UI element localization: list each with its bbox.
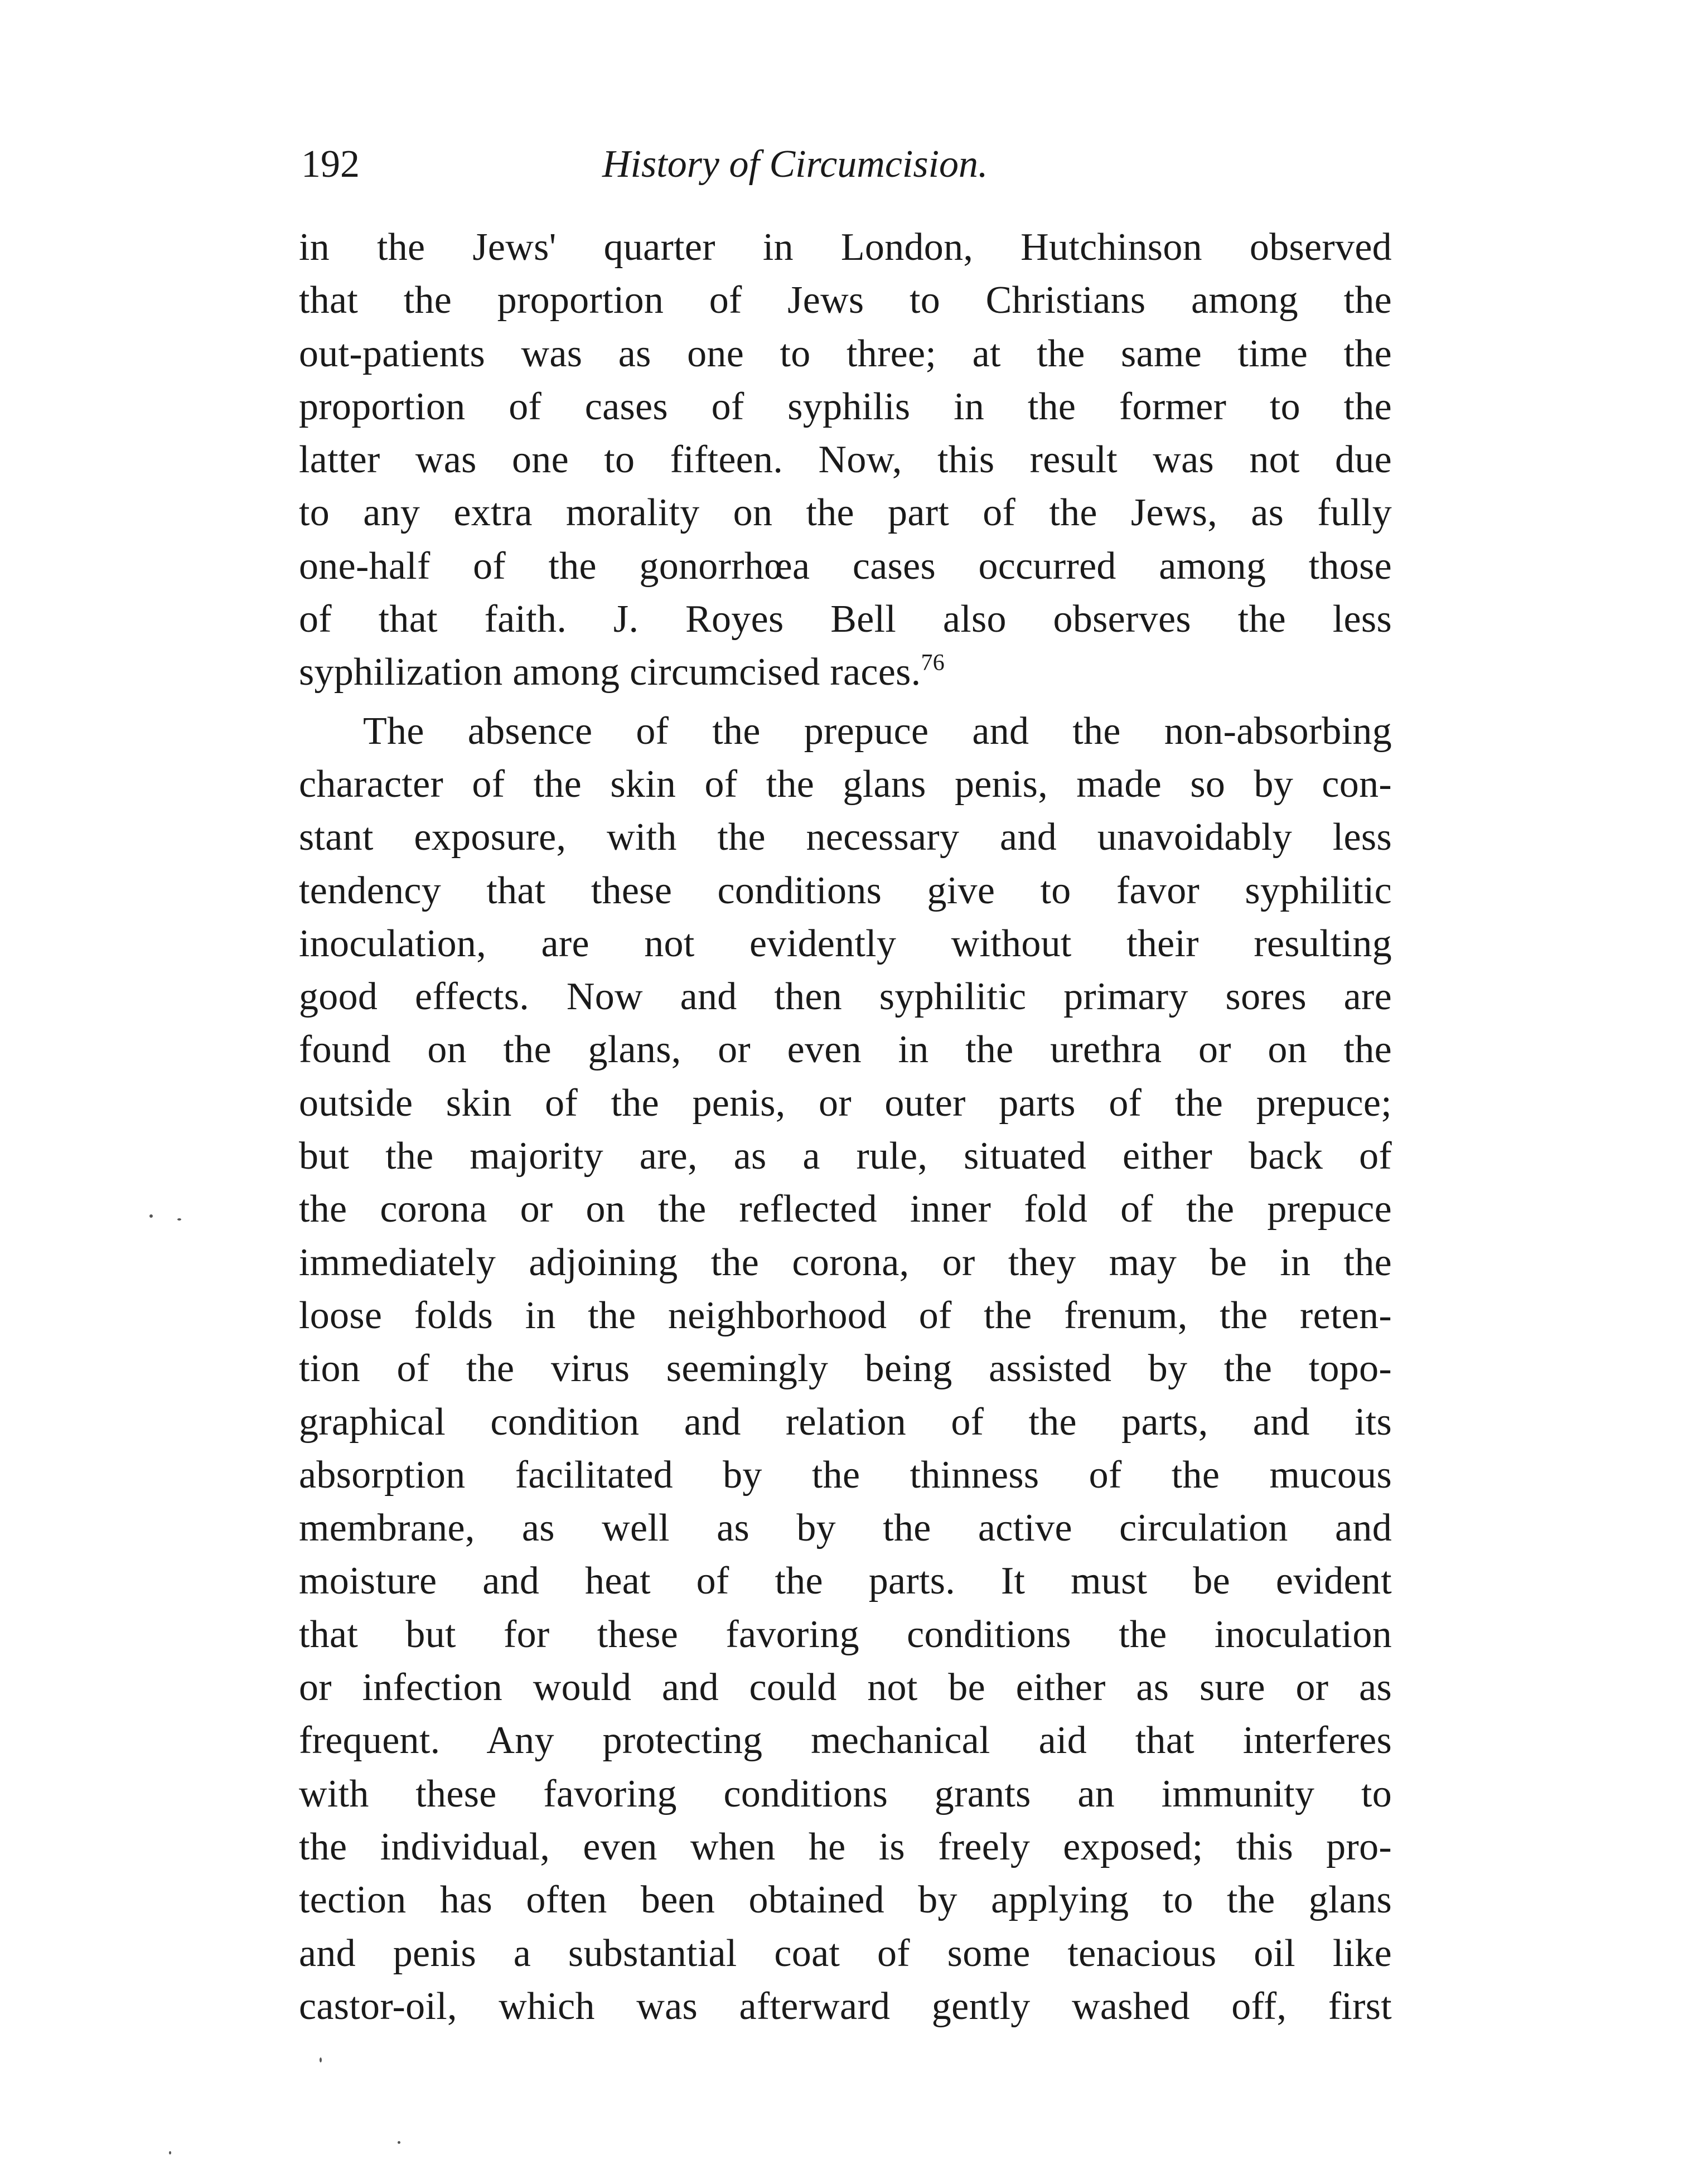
text-line: latter was one to fifteen. Now, this result was not due	[299, 438, 1392, 482]
page-header	[301, 134, 1394, 195]
text-line: stant exposure, with the necessary and unavoidably less	[299, 816, 1392, 859]
paragraph-1	[299, 221, 1392, 699]
text-line: immediately adjoining the corona, or they may be in the	[299, 1241, 1392, 1284]
text-line: in the Jews' quarter in London, Hutchinson observed	[299, 226, 1392, 269]
text-line: of that faith. J. Royes Bell also observes the less	[299, 598, 1392, 641]
footnote-reference: 76	[921, 650, 945, 676]
text-line: out-patients was as one to three; at the same time the	[299, 332, 1392, 375]
text-line: moisture and heat of the parts. It must be evident	[299, 1560, 1392, 1603]
text-line: The absence of the prepuce and the non-absorbing	[363, 709, 1392, 753]
text-line: graphical condition and relation of the parts, and its	[299, 1400, 1392, 1444]
text-line: tendency that these conditions give to favor syphilitic	[299, 869, 1392, 912]
text-line: good effects. Now and then syphilitic primary sores are	[299, 975, 1392, 1019]
text-line: inoculation, are not evidently without their resulting	[299, 922, 1392, 965]
text-line: membrane, as well as by the active circulation and	[299, 1507, 1392, 1550]
text-line: tection has often been obtained by applying to the glans	[299, 1878, 1392, 1922]
text-line: that but for these favoring conditions the inoculation	[299, 1612, 1392, 1656]
text-line: and penis a substantial coat of some tenacious oil like	[299, 1931, 1392, 1975]
scan-speck	[398, 2141, 400, 2144]
text-line: absorption facilitated by the thinness of the mucous	[299, 1453, 1392, 1497]
scan-speck	[169, 2151, 171, 2154]
text-line: the corona or on the reflected inner fold of the prepuce	[299, 1188, 1392, 1231]
text-line: proportion of cases of syphilis in the former to the	[299, 385, 1392, 428]
text-line: that the proportion of Jews to Christians among the	[299, 279, 1392, 322]
body-text	[299, 221, 1392, 2033]
text-line: syphilization among circumcised races.	[299, 651, 921, 694]
text-line: castor-oil, which was afterward gently washed off, first	[299, 1984, 1392, 2028]
text-line: outside skin of the penis, or outer parts of the prepuce;	[299, 1081, 1392, 1125]
text-line: the individual, even when he is freely exposed; this pro-	[299, 1825, 1392, 1868]
text-line: but the majority are, as a rule, situated either back of	[299, 1135, 1392, 1178]
text-line: one-half of the gonorrhœa cases occurred among those	[299, 544, 1392, 588]
scan-speck	[149, 1214, 153, 1218]
text-line: loose folds in the neighborhood of the frenum, the reten-	[299, 1294, 1392, 1337]
text-line: found on the glans, or even in the urethra or on the	[299, 1028, 1392, 1072]
text-line: with these favoring conditions grants an immunity to	[299, 1772, 1392, 1815]
text-line: to any extra morality on the part of the Jews, as fully	[299, 491, 1392, 535]
text-line-last	[299, 646, 1392, 699]
text-line: tion of the virus seemingly being assisted by the topo-	[299, 1347, 1392, 1391]
scan-speck	[320, 2057, 322, 2062]
text-line: or infection would and could not be either as sure or as	[299, 1666, 1392, 1710]
text-line: character of the skin of the glans penis, made so by con-	[299, 762, 1392, 806]
page-number: 192	[301, 143, 360, 186]
text-line: frequent. Any protecting mechanical aid that interferes	[299, 1719, 1392, 1762]
running-title: History of Circumcision.	[602, 143, 988, 186]
paragraph-2	[299, 705, 1392, 2033]
scan-speck	[177, 1218, 181, 1221]
